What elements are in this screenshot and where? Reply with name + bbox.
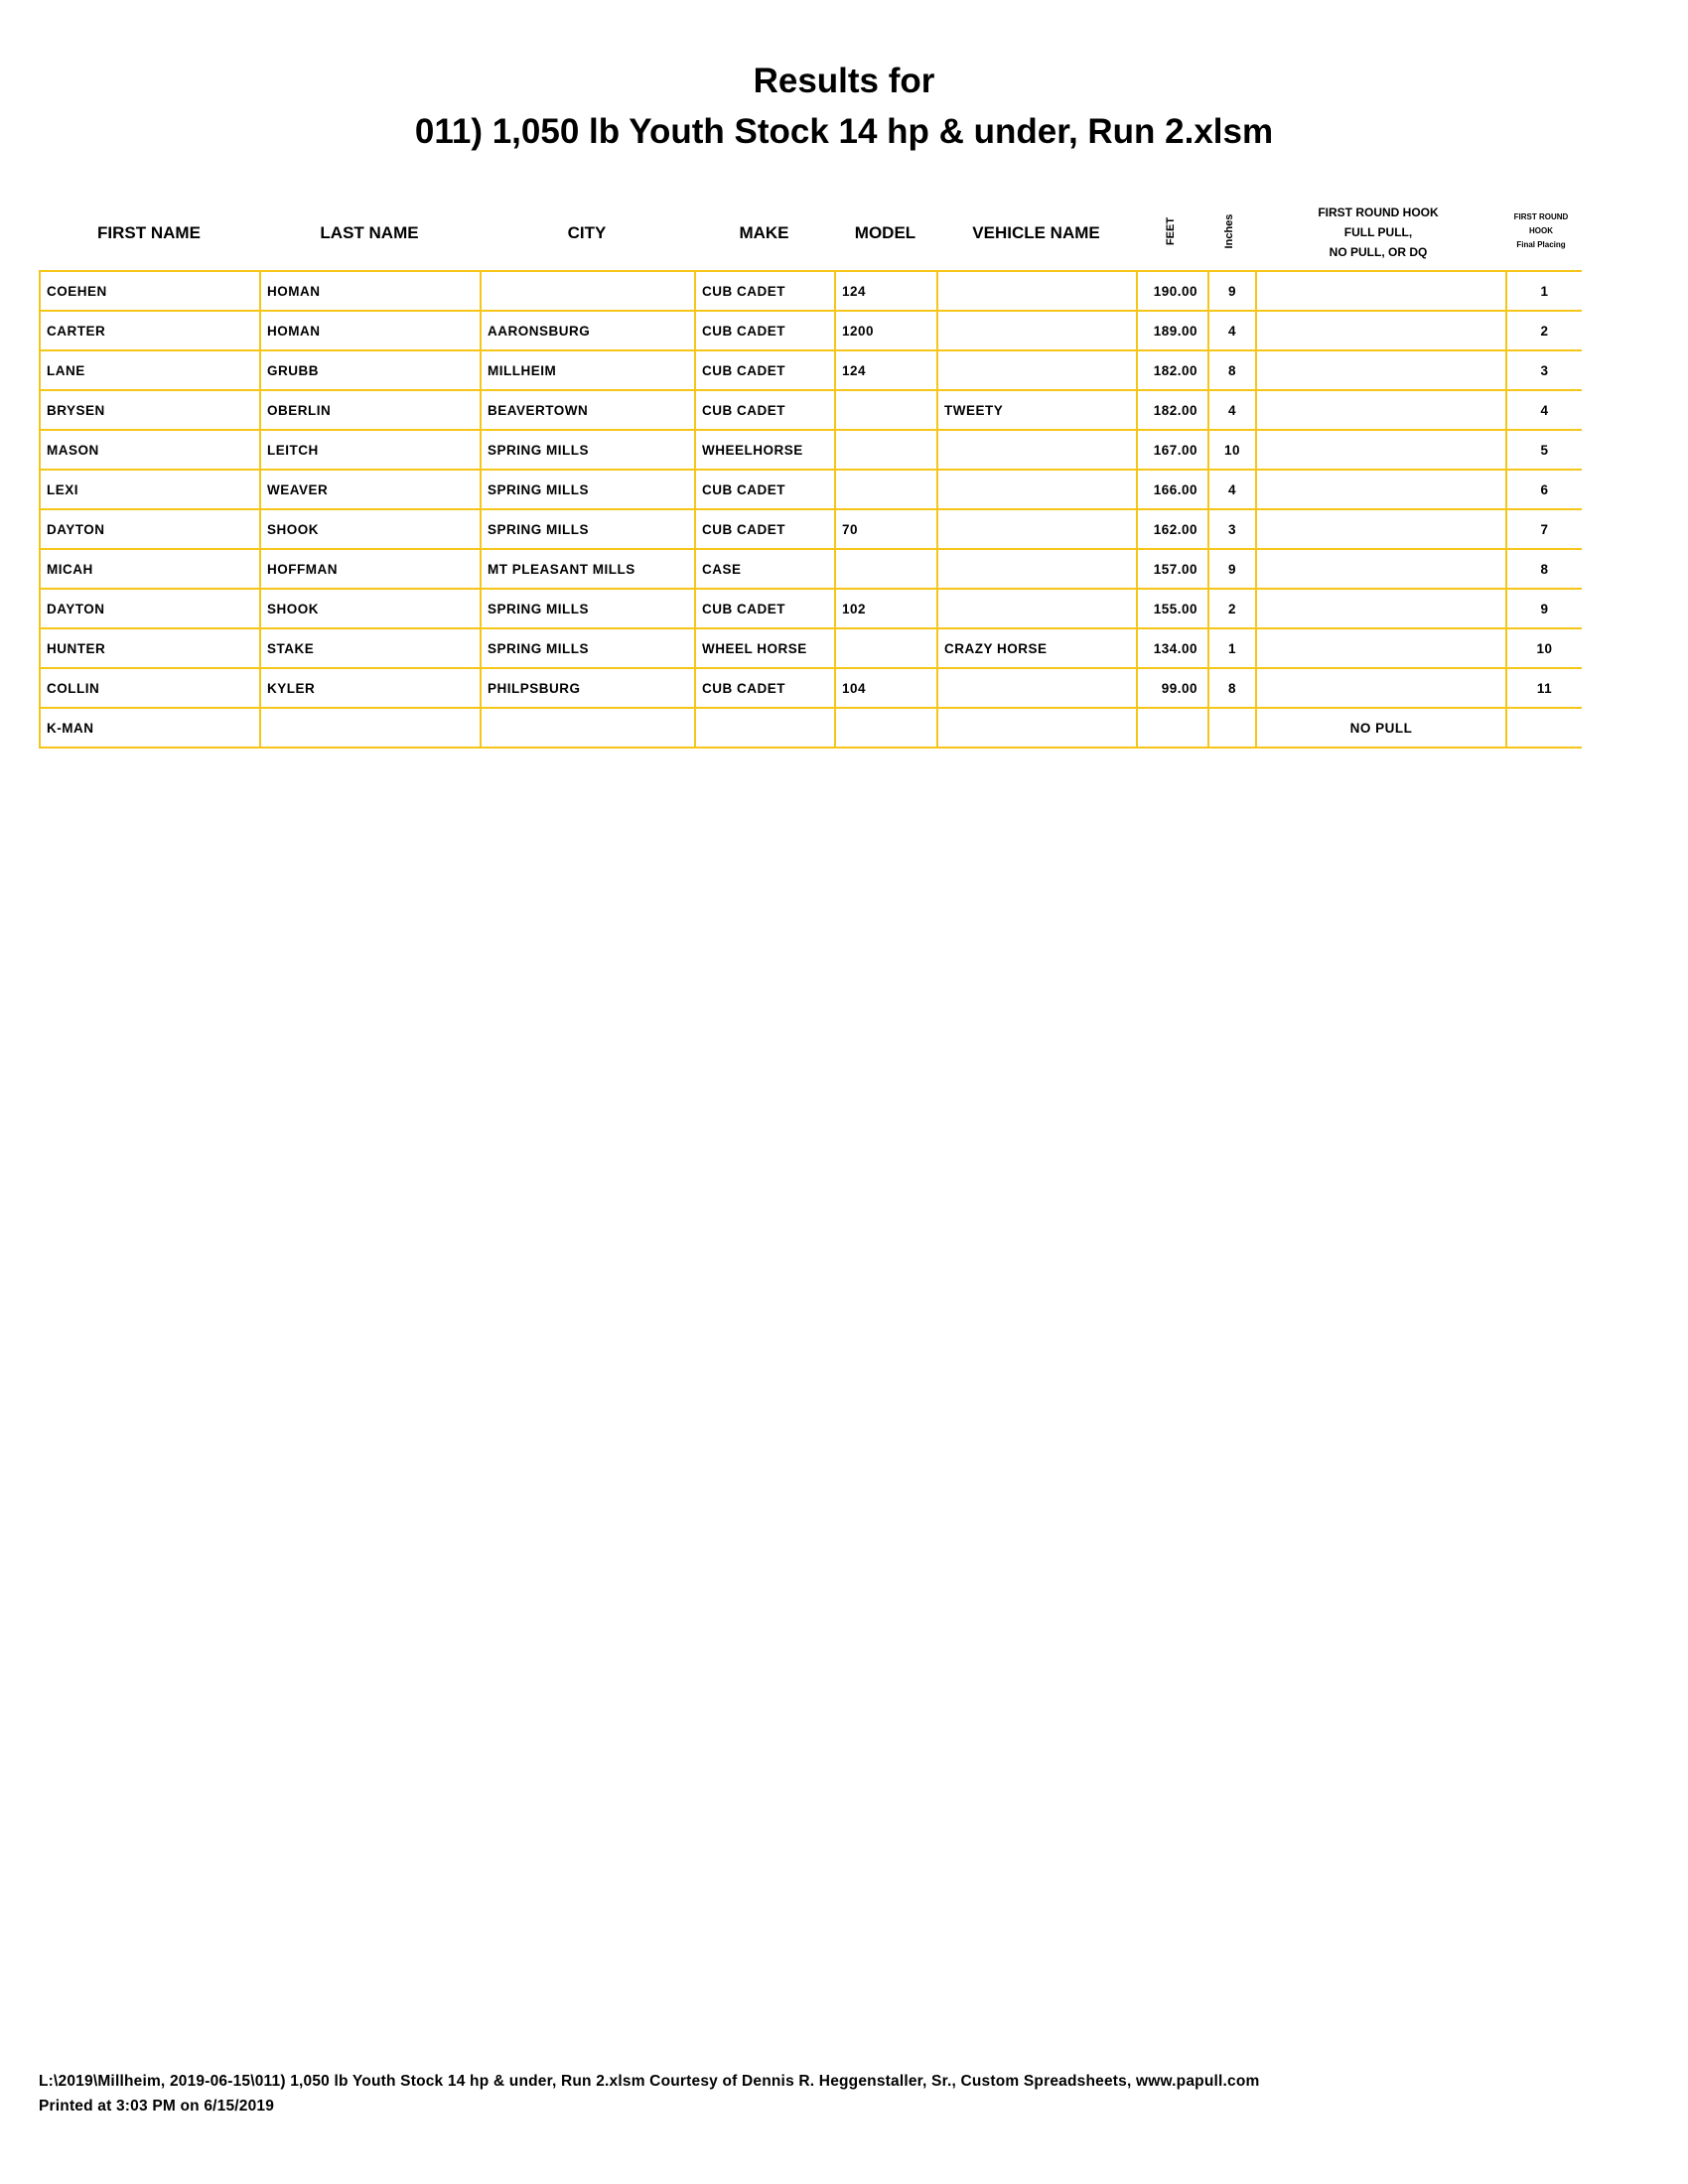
cell-last-name: SHOOK — [260, 589, 481, 628]
cell-first-name: BRYSEN — [40, 390, 260, 430]
cell-make: CUB CADET — [695, 271, 835, 311]
cell-first-name: MASON — [40, 430, 260, 470]
cell-last-name: KYLER — [260, 668, 481, 708]
cell-make: CUB CADET — [695, 509, 835, 549]
cell-first-round-hook — [1256, 589, 1506, 628]
cell-city: AARONSBURG — [481, 311, 695, 350]
header-feet: FEET — [1165, 216, 1177, 246]
header-hook-line3: NO PULL, OR DQ — [1329, 245, 1428, 259]
cell-vehicle-name — [937, 350, 1137, 390]
cell-feet: 157.00 — [1137, 549, 1208, 589]
cell-last-name: SHOOK — [260, 509, 481, 549]
cell-final-placing: 6 — [1506, 470, 1582, 509]
header-last-name: LAST NAME — [320, 223, 419, 242]
cell-final-placing: 4 — [1506, 390, 1582, 430]
cell-make: CUB CADET — [695, 668, 835, 708]
cell-inches: 4 — [1208, 390, 1256, 430]
cell-model: 124 — [835, 350, 937, 390]
cell-first-name: LEXI — [40, 470, 260, 509]
table-row — [40, 311, 1582, 350]
cell-city: SPRING MILLS — [481, 470, 695, 509]
cell-model: 1200 — [835, 311, 937, 350]
results-table — [39, 270, 1582, 749]
cell-model: 124 — [835, 271, 937, 311]
cell-first-round-hook — [1256, 628, 1506, 668]
cell-first-round-hook — [1256, 350, 1506, 390]
cell-final-placing — [1506, 708, 1582, 748]
cell-feet: 189.00 — [1137, 311, 1208, 350]
cell-inches: 10 — [1208, 430, 1256, 470]
cell-make — [695, 708, 835, 748]
header-placing-line2: HOOK — [1529, 226, 1553, 235]
cell-last-name: HOFFMAN — [260, 549, 481, 589]
cell-inches: 9 — [1208, 549, 1256, 589]
header-first-name: FIRST NAME — [97, 223, 201, 242]
cell-model — [835, 390, 937, 430]
cell-final-placing: 7 — [1506, 509, 1582, 549]
cell-last-name: STAKE — [260, 628, 481, 668]
cell-vehicle-name — [937, 271, 1137, 311]
cell-inches: 9 — [1208, 271, 1256, 311]
cell-first-name: K-MAN — [40, 708, 260, 748]
cell-first-round-hook — [1256, 509, 1506, 549]
cell-first-round-hook — [1256, 430, 1506, 470]
cell-first-name: COLLIN — [40, 668, 260, 708]
cell-first-name: LANE — [40, 350, 260, 390]
table-row — [40, 589, 1582, 628]
table-row — [40, 470, 1582, 509]
header-first-round-hook — [1253, 203, 1503, 262]
cell-first-name: HUNTER — [40, 628, 260, 668]
cell-feet: 162.00 — [1137, 509, 1208, 549]
cell-model: 104 — [835, 668, 937, 708]
cell-vehicle-name: CRAZY HORSE — [937, 628, 1137, 668]
cell-first-name: COEHEN — [40, 271, 260, 311]
cell-model — [835, 430, 937, 470]
cell-first-round-hook — [1256, 549, 1506, 589]
cell-model — [835, 708, 937, 748]
cell-city: SPRING MILLS — [481, 509, 695, 549]
cell-first-round-hook — [1256, 668, 1506, 708]
header-hook-line1: FIRST ROUND HOOK — [1318, 205, 1439, 219]
cell-city: SPRING MILLS — [481, 589, 695, 628]
header-final-placing — [1503, 210, 1579, 252]
cell-make: WHEELHORSE — [695, 430, 835, 470]
cell-first-name: DAYTON — [40, 589, 260, 628]
cell-final-placing: 1 — [1506, 271, 1582, 311]
cell-inches: 2 — [1208, 589, 1256, 628]
cell-last-name: LEITCH — [260, 430, 481, 470]
cell-feet: 155.00 — [1137, 589, 1208, 628]
cell-feet: 190.00 — [1137, 271, 1208, 311]
cell-model — [835, 470, 937, 509]
header-inches: Inches — [1223, 213, 1235, 249]
cell-vehicle-name — [937, 509, 1137, 549]
cell-make: WHEEL HORSE — [695, 628, 835, 668]
report-title: Results for — [753, 62, 935, 100]
cell-make: CASE — [695, 549, 835, 589]
cell-final-placing: 3 — [1506, 350, 1582, 390]
cell-final-placing: 10 — [1506, 628, 1582, 668]
cell-make: CUB CADET — [695, 350, 835, 390]
cell-city: BEAVERTOWN — [481, 390, 695, 430]
cell-inches: 4 — [1208, 311, 1256, 350]
header-vehicle-name: VEHICLE NAME — [972, 223, 1100, 242]
cell-inches: 4 — [1208, 470, 1256, 509]
cell-first-round-hook — [1256, 271, 1506, 311]
footer-printed-time: Printed at 3:03 PM on 6/15/2019 — [39, 2098, 275, 2115]
cell-final-placing: 11 — [1506, 668, 1582, 708]
cell-last-name: OBERLIN — [260, 390, 481, 430]
cell-city: SPRING MILLS — [481, 628, 695, 668]
cell-final-placing: 5 — [1506, 430, 1582, 470]
header-hook-line2: FULL PULL, — [1343, 225, 1413, 239]
table-row — [40, 708, 1582, 748]
table-row — [40, 668, 1582, 708]
cell-first-name: MICAH — [40, 549, 260, 589]
cell-vehicle-name — [937, 668, 1137, 708]
table-row — [40, 430, 1582, 470]
cell-inches: 8 — [1208, 350, 1256, 390]
report-subtitle: 011) 1,050 lb Youth Stock 14 hp & under, Run 2.xlsm — [414, 112, 1274, 151]
cell-vehicle-name — [937, 470, 1137, 509]
cell-model — [835, 549, 937, 589]
cell-model: 102 — [835, 589, 937, 628]
cell-vehicle-name: TWEETY — [937, 390, 1137, 430]
footer-file-path: L:\2019\Millheim, 2019-06-15\011) 1,050 lb Youth Stock 14 hp & under, Run 2.xlsm Courtesy of Dennis R. Heggenstaller, Sr., Custom Spreadsheets, www.papull.com — [39, 2073, 1260, 2090]
cell-feet: 99.00 — [1137, 668, 1208, 708]
table-row — [40, 390, 1582, 430]
cell-vehicle-name — [937, 430, 1137, 470]
table-row — [40, 350, 1582, 390]
header-placing-line3: Final Placing — [1516, 240, 1566, 249]
cell-city: SPRING MILLS — [481, 430, 695, 470]
table-row — [40, 271, 1582, 311]
cell-make: CUB CADET — [695, 589, 835, 628]
cell-first-name: CARTER — [40, 311, 260, 350]
cell-city — [481, 708, 695, 748]
cell-feet: 182.00 — [1137, 390, 1208, 430]
header-make: MAKE — [739, 223, 789, 242]
cell-inches — [1208, 708, 1256, 748]
cell-city: MT PLEASANT MILLS — [481, 549, 695, 589]
cell-vehicle-name — [937, 549, 1137, 589]
cell-first-round-hook — [1256, 311, 1506, 350]
cell-feet — [1137, 708, 1208, 748]
cell-make: CUB CADET — [695, 470, 835, 509]
cell-first-round-hook — [1256, 470, 1506, 509]
header-city: CITY — [567, 223, 607, 242]
cell-last-name: HOMAN — [260, 311, 481, 350]
cell-first-round-hook: NO PULL — [1256, 708, 1506, 748]
cell-final-placing: 9 — [1506, 589, 1582, 628]
cell-final-placing: 8 — [1506, 549, 1582, 589]
cell-inches: 3 — [1208, 509, 1256, 549]
cell-city: PHILPSBURG — [481, 668, 695, 708]
cell-last-name: HOMAN — [260, 271, 481, 311]
cell-make: CUB CADET — [695, 311, 835, 350]
cell-city — [481, 271, 695, 311]
cell-vehicle-name — [937, 708, 1137, 748]
cell-model — [835, 628, 937, 668]
cell-first-name: DAYTON — [40, 509, 260, 549]
cell-model: 70 — [835, 509, 937, 549]
cell-feet: 182.00 — [1137, 350, 1208, 390]
cell-feet: 166.00 — [1137, 470, 1208, 509]
cell-last-name — [260, 708, 481, 748]
cell-make: CUB CADET — [695, 390, 835, 430]
cell-city: MILLHEIM — [481, 350, 695, 390]
header-model: MODEL — [854, 223, 916, 242]
cell-final-placing: 2 — [1506, 311, 1582, 350]
cell-vehicle-name — [937, 311, 1137, 350]
cell-vehicle-name — [937, 589, 1137, 628]
table-row — [40, 628, 1582, 668]
results-body — [40, 271, 1582, 748]
cell-feet: 134.00 — [1137, 628, 1208, 668]
cell-inches: 1 — [1208, 628, 1256, 668]
cell-last-name: WEAVER — [260, 470, 481, 509]
header-placing-line1: FIRST ROUND — [1513, 212, 1569, 221]
table-row — [40, 549, 1582, 589]
cell-inches: 8 — [1208, 668, 1256, 708]
cell-first-round-hook — [1256, 390, 1506, 430]
cell-last-name: GRUBB — [260, 350, 481, 390]
table-row — [40, 509, 1582, 549]
cell-feet: 167.00 — [1137, 430, 1208, 470]
